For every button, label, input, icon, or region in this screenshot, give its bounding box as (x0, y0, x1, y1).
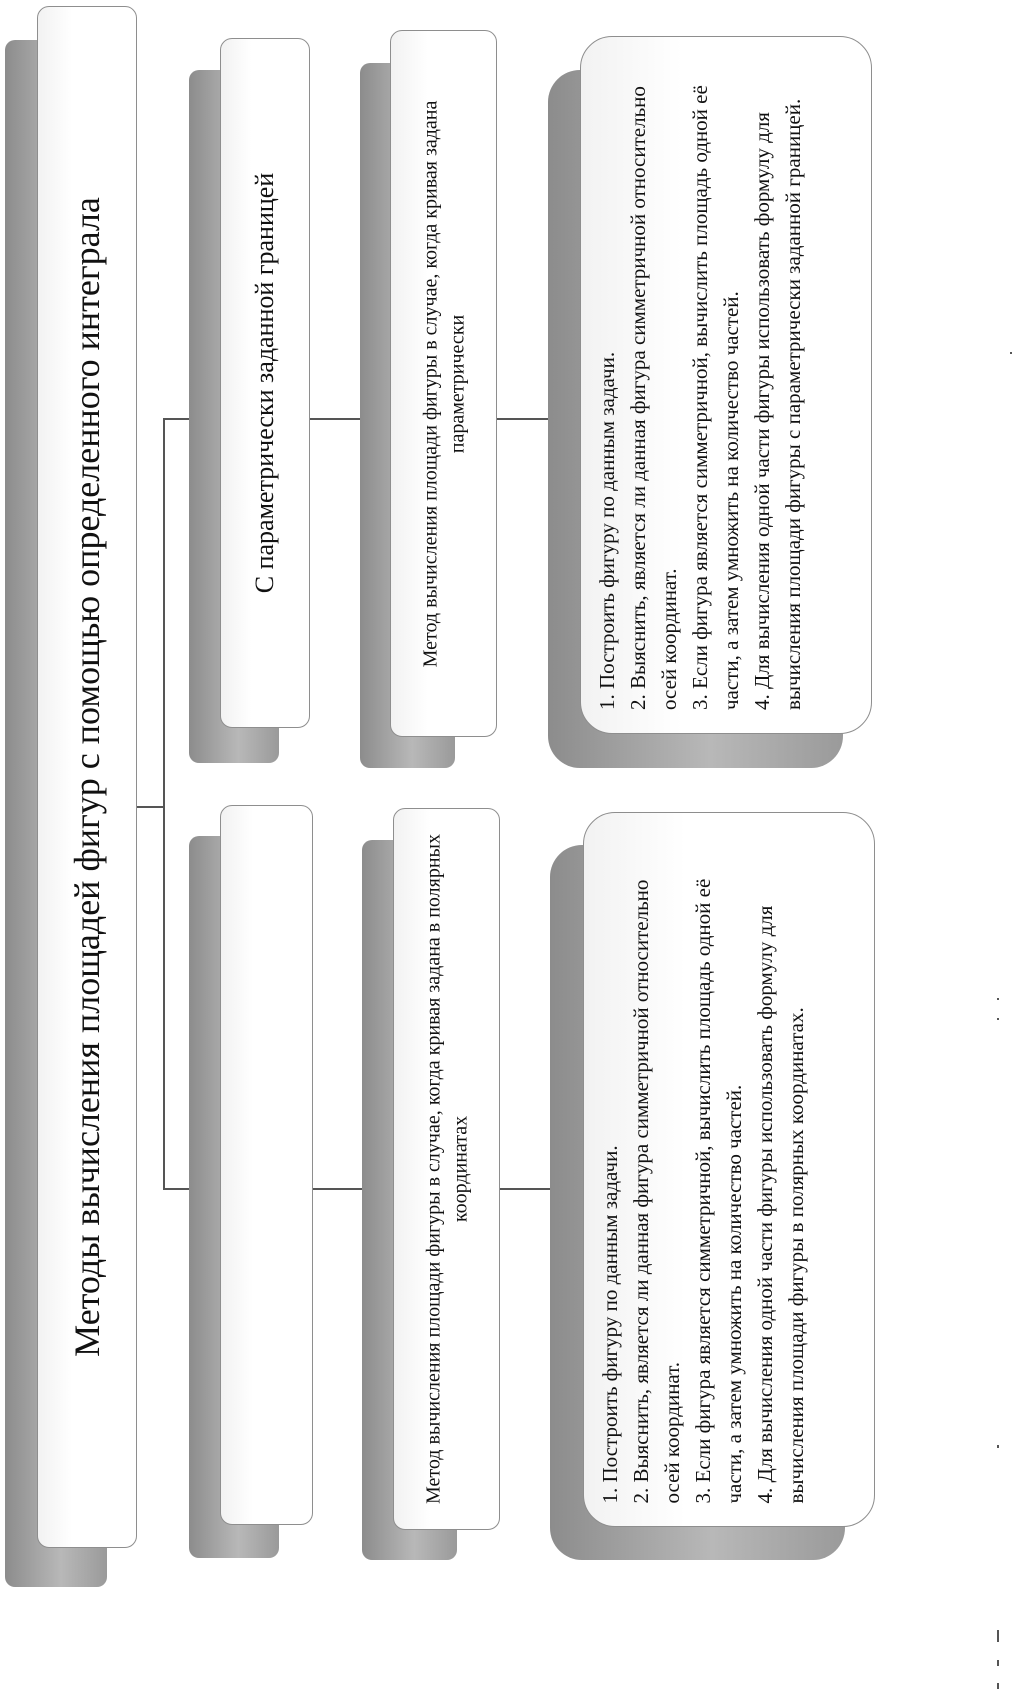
polar-steps-box (583, 812, 875, 1527)
polar-method-label: Метод вычисления площади фигуры в случае, когда кривая задана в полярных координатах (421, 834, 471, 1504)
polar-step-2: 2. Выяснить, является ли данная фигура симметричной относительно осей координат. (629, 879, 684, 1503)
parametric-step-1: 1. Построить фигуру по данным задачи. (595, 351, 619, 710)
scan-mark-7 (997, 1683, 999, 1689)
polar-step-1: 1. Построить фигуру по данным задачи. (598, 1144, 622, 1503)
polar-step-3: 3. Если фигура является симметричной, вычислить площадь одной её части, а затем умножить на количество частей. (691, 878, 746, 1503)
scan-mark-5 (997, 1630, 999, 1642)
title-box (37, 6, 137, 1548)
parametric-method-box (390, 30, 497, 737)
scan-mark-1 (1010, 352, 1012, 354)
scan-mark-2 (997, 998, 999, 1000)
parametric-method-label: Метод вычисления площади фигуры в случае, когда кривая задана параметрически (418, 100, 468, 667)
parametric-steps-box (580, 36, 872, 734)
parametric-step-4: 4. Для вычисления одной части фигуры использовать формулу для вычисления площади фигуры с параметрически заданной границей. (750, 98, 805, 710)
polar-category-box (220, 805, 313, 1525)
scan-mark-3 (997, 1018, 999, 1020)
polar-step-4: 4. Для вычисления одной части фигуры использовать формулу для вычисления площади фигуры в полярных координатах. (753, 905, 808, 1503)
parametric-step-3: 3. Если фигура является симметричной, вычислить площадь одной её части, а затем умножить на количество частей. (688, 85, 743, 710)
connector-vertical-trunk (163, 418, 165, 1190)
scan-mark-4 (997, 1445, 999, 1448)
parametric-category-box (220, 38, 310, 728)
diagram-title: Методы вычисления площадей фигур с помощью определенного интеграла (67, 197, 107, 1357)
polar-method-box (393, 808, 500, 1530)
parametric-category-label: С параметрически заданной границей (250, 172, 279, 594)
parametric-step-2: 2. Выяснить, является ли данная фигура симметричной относительно осей координат. (626, 86, 681, 710)
scan-mark-6 (997, 1660, 999, 1666)
